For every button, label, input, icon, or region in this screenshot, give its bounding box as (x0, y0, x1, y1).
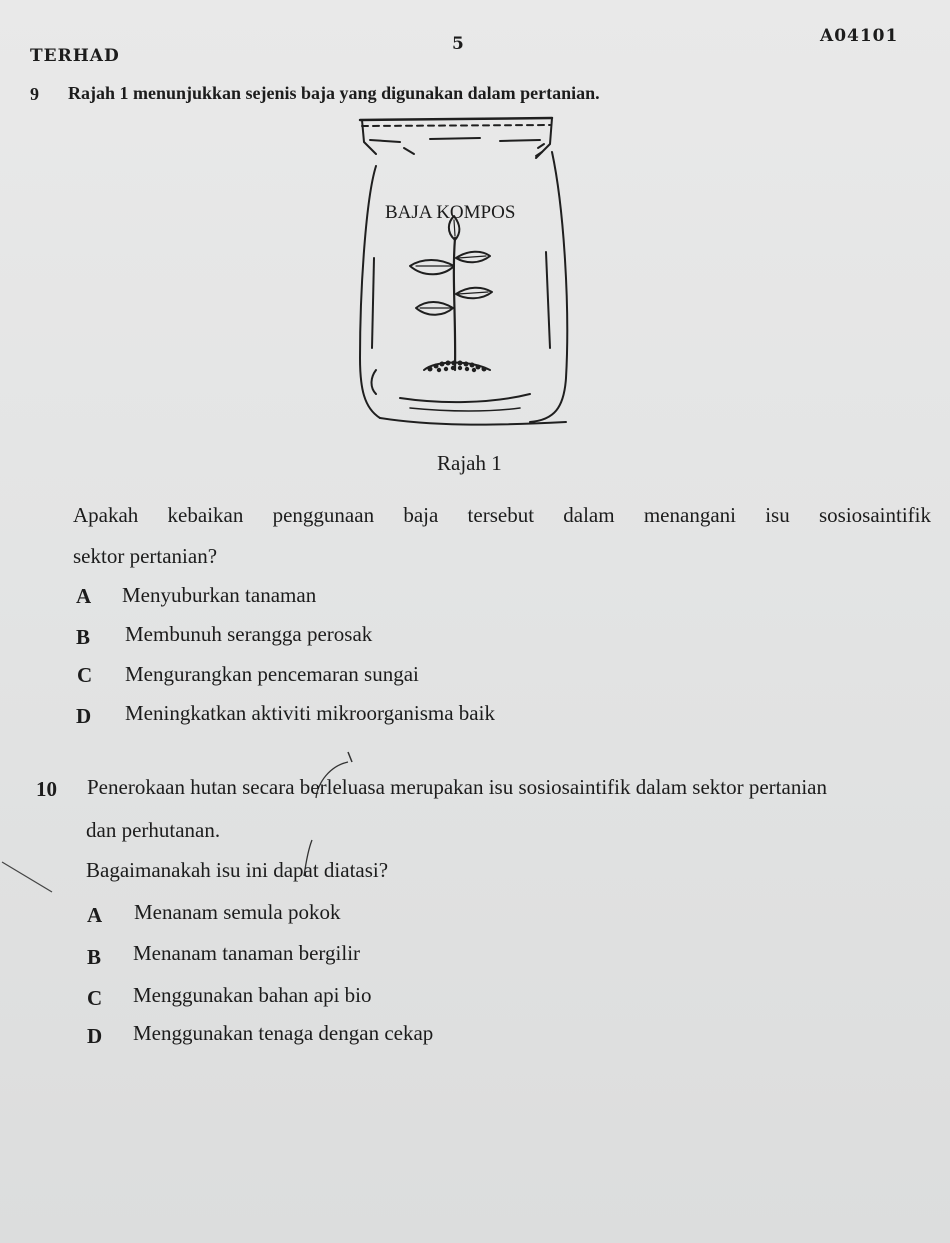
q10-number: 10 (36, 777, 57, 801)
q9-stem: Rajah 1 menunjukkan sejenis baja yang digunakan dalam pertanian. (68, 83, 600, 103)
q10-option-c-letter: C (87, 986, 103, 1010)
bag-label: BAJA KOMPOS (385, 202, 516, 223)
header-left: TERHAD (30, 46, 120, 66)
q9-option-b-text: Membunuh serangga perosak (125, 622, 373, 646)
q10-question: Bagaimanakah isu ini dapat diatasi? (86, 858, 389, 882)
paper-code: A04101 (820, 26, 899, 46)
q9-number: 9 (30, 84, 39, 104)
page-number: 5 (452, 34, 465, 54)
figure-caption: Rajah 1 (437, 451, 502, 475)
q9-option-a-letter: A (76, 584, 92, 608)
q9-option-d-letter: D (76, 704, 92, 728)
q10-option-b-text: Menanam tanaman bergilir (133, 941, 361, 965)
q9-question-line1: Apakah kebaikan penggunaan baja tersebut dalam menangani isu sosiosaintifik (73, 503, 931, 527)
q9-question-line2: sektor pertanian? (73, 544, 218, 568)
q10-option-b-letter: B (87, 945, 102, 969)
q10-option-d-letter: D (87, 1024, 103, 1048)
corner-crease (0, 858, 60, 898)
q10-option-a-letter: A (87, 903, 103, 927)
q10-option-d-text: Menggunakan tenaga dengan cekap (133, 1021, 434, 1045)
q10-option-c-text: Menggunakan bahan api bio (133, 983, 372, 1007)
q9-option-b-letter: B (76, 625, 91, 649)
compost-bag-figure (340, 108, 580, 428)
q9-option-c-letter: C (77, 663, 93, 687)
q10-stem-line2: dan perhutanan. (86, 818, 221, 842)
q9-option-a-text: Menyuburkan tanaman (122, 583, 317, 607)
q10-stem-line1: Penerokaan hutan secara berleluasa merupakan isu sosiosaintifik dalam sektor pertanian (87, 775, 827, 799)
q9-option-c-text: Mengurangkan pencemaran sungai (125, 662, 419, 686)
q9-option-d-text: Meningkatkan aktiviti mikroorganisma baik (125, 701, 495, 725)
q10-option-a-text: Menanam semula pokok (134, 900, 341, 924)
